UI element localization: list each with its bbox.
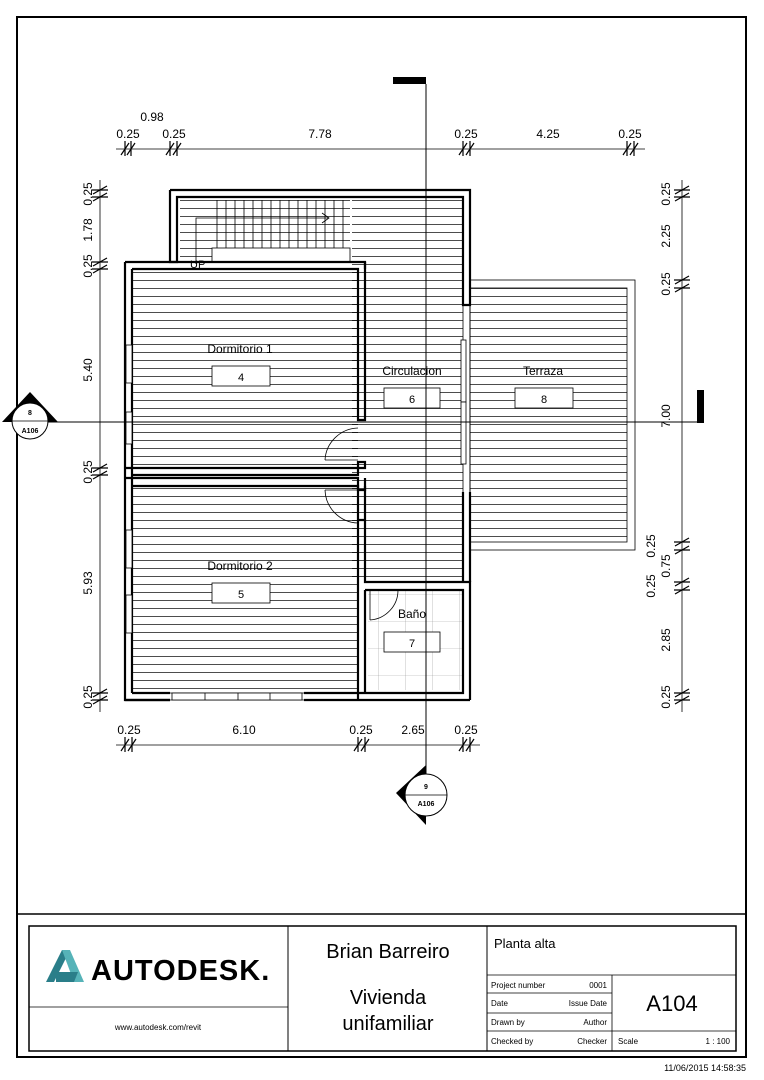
dim-bottom: 0.25 [454,723,478,737]
dim-right: 2.85 [659,628,673,652]
date-value: Issue Date [568,999,607,1008]
project-number-value: 0001 [589,981,607,990]
room-number-bano: 7 [408,638,416,650]
room-name-dormitorio-1: Dormitorio 1 [207,342,273,356]
dim-top: 4.25 [536,127,560,141]
dim-bottom: 0.25 [349,723,373,737]
dim-right: 7.00 [659,404,673,428]
dim-top: 0.25 [162,127,186,141]
room-name-dormitorio-2: Dormitorio 2 [207,559,273,573]
section-marker-bottom [396,765,447,825]
room-number-terraza: 8 [540,394,548,406]
logo-text: AUTODESK. [91,955,271,987]
dim-right: 0.25 [644,534,658,558]
sheet-number: A104 [646,991,698,1016]
sheet-title: Planta alta [494,936,556,951]
dim-left: 1.78 [81,218,95,242]
terraza-floor [470,288,627,540]
website-text: www.autodesk.com/revit [114,1023,202,1032]
dim-right: 0.25 [659,272,673,296]
scale-value: 1 : 100 [705,1037,730,1046]
dim-left: 0.25 [81,685,95,709]
project-name-line2: unifamiliar [342,1013,434,1035]
dim-right: 0.25 [644,574,658,598]
section-left-number: 8 [28,410,32,417]
dim-right: 0.75 [659,554,673,578]
room-number-dormitorio-1: 4 [237,372,245,384]
stair-landing [212,248,350,262]
autodesk-logo-icon [46,950,84,982]
section-marker-left [2,392,58,439]
circulacion-floor [352,196,463,578]
bottom-windows [172,693,302,700]
dim-bottom: 0.25 [117,723,141,737]
dim-top: 0.25 [116,127,140,141]
room-name-circulacion: Circulacion [382,364,442,378]
dim-left: 0.25 [81,182,95,206]
dim-left: 0.25 [81,460,95,484]
room-number-dormitorio-2: 5 [237,589,245,601]
dim-right: 0.25 [659,685,673,709]
room-name-terraza: Terraza [522,364,564,378]
project-number-label: Project number [491,981,546,990]
room-name-bano: Baño [397,607,427,621]
section-bottom-sheet: A106 [417,801,435,808]
drawn-by-value: Author [583,1018,607,1027]
dim-bottom: 6.10 [232,723,256,737]
checked-by-value: Checker [577,1037,607,1046]
terrace-doors [461,340,466,464]
dim-left: 5.93 [81,571,95,595]
section-bottom-number: 9 [424,784,428,791]
dim-right: 0.25 [659,182,673,206]
dim-left: 0.25 [81,254,95,278]
dim-top: 0.25 [454,127,478,141]
dim-top: 7.78 [308,127,332,141]
author-name: Brian Barreiro [326,941,450,963]
section-left-sheet: A106 [21,428,39,435]
checked-by-label: Checked by [491,1037,534,1046]
print-timestamp: 11/06/2015 14:58:35 [664,1063,746,1073]
dim-top: 0.25 [618,127,642,141]
project-name-line1: Vivienda [349,987,427,1009]
drawn-by-label: Drawn by [491,1018,525,1027]
date-label: Date [491,999,508,1008]
dim-left: 5.40 [81,358,95,382]
room-number-circulacion: 6 [408,394,416,406]
dim-bottom: 2.65 [401,723,425,737]
dim-top: 0.98 [140,110,164,124]
stair-up-label: UP [190,259,206,271]
scale-label: Scale [618,1037,639,1046]
dim-right: 2.25 [659,224,673,248]
